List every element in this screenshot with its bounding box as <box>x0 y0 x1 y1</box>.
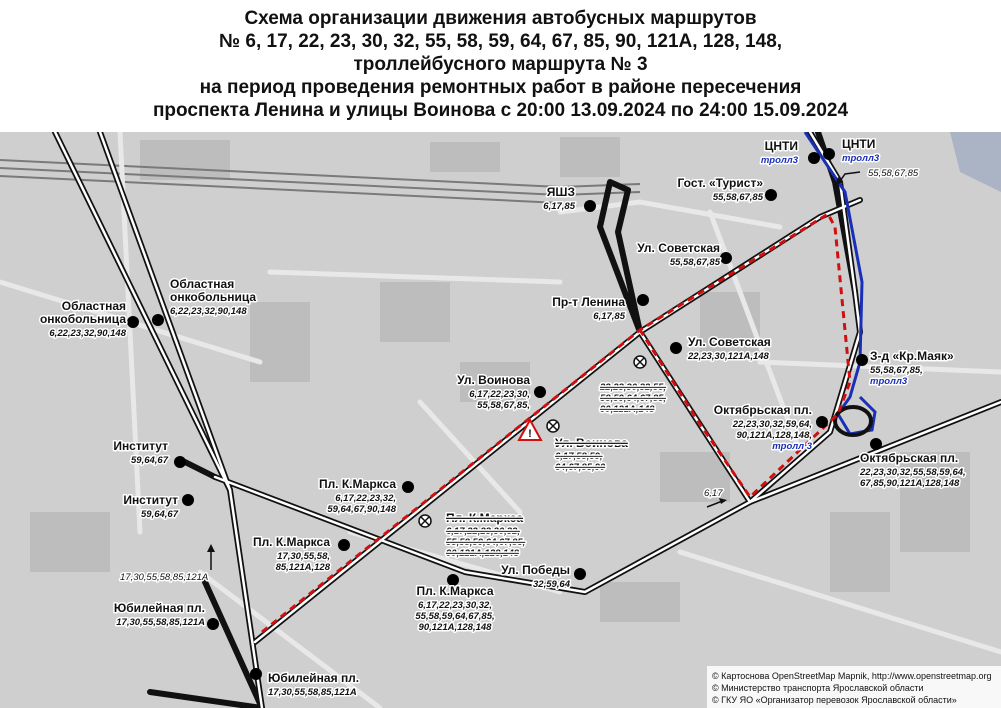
stop-routes: 59,64,67,90,148 <box>327 504 396 515</box>
closed-stop <box>446 511 525 559</box>
stop-routes: 55,58,67,85 <box>712 192 763 203</box>
stop-name: Ул. Советская <box>637 241 720 255</box>
stop-routes: 90,121А,128,148 <box>418 622 492 633</box>
stop-routes: 59,64,67 <box>141 509 178 520</box>
stop-dot-icon <box>574 568 586 580</box>
stop-routes: 6,17,22,23,30,32, <box>418 600 492 611</box>
stop-routes: 6,22,23,32,90,148 <box>170 306 247 317</box>
stop-name: Областная <box>61 299 126 313</box>
stop-name: Ул. Советская <box>688 335 771 349</box>
stop-routes: тролл3 <box>760 155 798 166</box>
stop-routes: 6,22,23,32,90,148 <box>49 328 126 339</box>
stop-dot-icon <box>670 342 682 354</box>
stop-name: З-д «Кр.Маяк» <box>870 349 954 363</box>
stop-routes: 17,30,55,58, <box>277 551 330 562</box>
credit-line: © Министерство транспорта Ярославской области <box>712 683 924 693</box>
stop-routes: 90,121А,128,148, <box>736 430 812 441</box>
stop-routes: 22,23,30,32,55,58,59,64, <box>860 467 966 478</box>
stop-dot-icon <box>823 148 835 160</box>
stop-name: Пл. К.Маркса <box>416 584 494 598</box>
route-note: 17,30,55,58,85,121А <box>120 572 209 583</box>
stop-dot-icon <box>720 252 732 264</box>
stop-name: онкобольница <box>170 290 257 304</box>
closed-stop-name: Пл. К.Маркса <box>446 511 524 525</box>
stop-dot-icon <box>338 539 350 551</box>
closed-stop-routes: 6,17,58,59, <box>555 451 603 462</box>
stop-dot-icon <box>637 294 649 306</box>
closed-stop-routes: 90,121А,128,148 <box>446 548 519 559</box>
stop-name: Областная <box>170 277 235 291</box>
stop-name: Ул. Победы <box>501 563 570 577</box>
stop-name: Октябрьская пл. <box>860 451 959 465</box>
stop-name: ЦНТИ <box>842 137 876 151</box>
stop-routes: 67,85,90,121А,128,148 <box>860 478 960 489</box>
stop-routes: 55,58,67,85 <box>669 257 720 268</box>
stop-routes: 55,58,67,85, <box>477 400 530 411</box>
stop-name: Ул. Воинова <box>457 373 530 387</box>
closed-stop-routes: 22,23,30,32,55, <box>600 382 667 393</box>
svg-text:!: ! <box>528 428 532 440</box>
stop-name: Институт <box>123 493 178 507</box>
stop-dot-icon <box>870 438 882 450</box>
stop-dot-icon <box>127 316 139 328</box>
stop-routes: 6,17,22,23,32, <box>335 493 396 504</box>
stop-routes: 6,17,85 <box>593 311 625 322</box>
stop-name: Юбилейная пл. <box>113 601 205 615</box>
stop-dot-icon <box>534 386 546 398</box>
route-note: 6,17 <box>704 488 723 499</box>
closed-stop-icon <box>547 420 559 432</box>
stop-routes: 59,64,67 <box>131 455 168 466</box>
closed-stop-icon <box>419 515 431 527</box>
stop-name: Юбилейная пл. <box>268 671 360 685</box>
stop-dot-icon <box>816 416 828 428</box>
stop-dot-icon <box>207 618 219 630</box>
stop-trolley-note: тролл3 <box>870 376 908 387</box>
stop-routes: 22,23,30,121А,148 <box>688 351 769 362</box>
closed-stop-routes: 58,59,64,67,85, <box>600 393 667 404</box>
closed-stop-name: Ул. Воинова <box>555 436 628 450</box>
stop-routes: 85,121А,128 <box>275 562 330 573</box>
stop-name: онкобольница <box>39 312 126 326</box>
stop-name: Гост. «Турист» <box>677 176 763 190</box>
stop-dot-icon <box>152 314 164 326</box>
stop-name: Октябрьская пл. <box>713 403 812 417</box>
stop-routes: 17,30,55,58,85,121А <box>116 617 205 628</box>
stop-name: Пл. К.Маркса <box>318 477 396 491</box>
credit-line: © ГКУ ЯО «Организатор перевозок Ярославской области» <box>712 695 957 705</box>
title-line-1: Схема организации движения автобусных маршрутов <box>244 8 757 29</box>
stop-name: Пр-т Ленина <box>552 295 625 309</box>
route-note: 55,58,67,85 <box>868 168 919 179</box>
stop-name: ЦНТИ <box>764 139 798 153</box>
stop-routes: 22,23,30,32,59,64, <box>732 419 812 430</box>
stop-dot-icon <box>402 481 414 493</box>
closed-stop-routes: 6,17,22,23,30,32, <box>446 526 520 537</box>
credit-line: © Картоснова OpenStreetMap Mapnik, http://www.openstreetmap.org <box>712 671 992 681</box>
stop-dot-icon <box>765 189 777 201</box>
stop-dot-icon <box>584 200 596 212</box>
stop-routes: 6,17,22,23,30, <box>469 389 530 400</box>
closed-stop-routes: 55,58,59,64,67,85, <box>446 537 526 548</box>
stop-dot-icon <box>856 354 868 366</box>
stop-trolley-note: тролл 3 <box>772 441 812 452</box>
title-line-3: троллейбусного маршрута № 3 <box>353 54 648 75</box>
closed-stop-icon <box>634 356 646 368</box>
stop-routes: 17,30,55,58,85,121А <box>268 687 357 698</box>
title-line-2: № 6, 17, 22, 23, 30, 32, 55, 58, 59, 64, 67, 85, 90, 121А, 128, 148, <box>218 31 783 52</box>
title-line-4: на период проведения ремонтных работ в районе пересечения <box>199 77 802 98</box>
stop-routes: 55,58,67,85, <box>870 365 923 376</box>
map-title <box>0 0 1001 134</box>
closed-stop-routes: 90,121А,148 <box>600 404 655 415</box>
stop-dot-icon <box>174 456 186 468</box>
title-line-5: проспекта Ленина и улицы Воинова с 20:00 13.09.2024 по 24:00 15.09.2024 <box>152 100 849 121</box>
stop-name: ЯШЗ <box>546 185 575 199</box>
closed-stop-routes: 64,67,85,90 <box>555 462 606 473</box>
stop-routes: 6,17,85 <box>543 201 575 212</box>
stop-dot-icon <box>808 152 820 164</box>
route-map <box>0 132 1001 708</box>
stop-dot-icon <box>182 494 194 506</box>
stop-routes: тролл3 <box>842 153 880 164</box>
stop-dot-icon <box>250 668 262 680</box>
stop-name: Институт <box>113 439 168 453</box>
stop-name: Пл. К.Маркса <box>252 535 330 549</box>
stop-routes: 55,58,59,64,67,85, <box>415 611 495 622</box>
stop-routes: 32,59,64 <box>533 579 570 590</box>
